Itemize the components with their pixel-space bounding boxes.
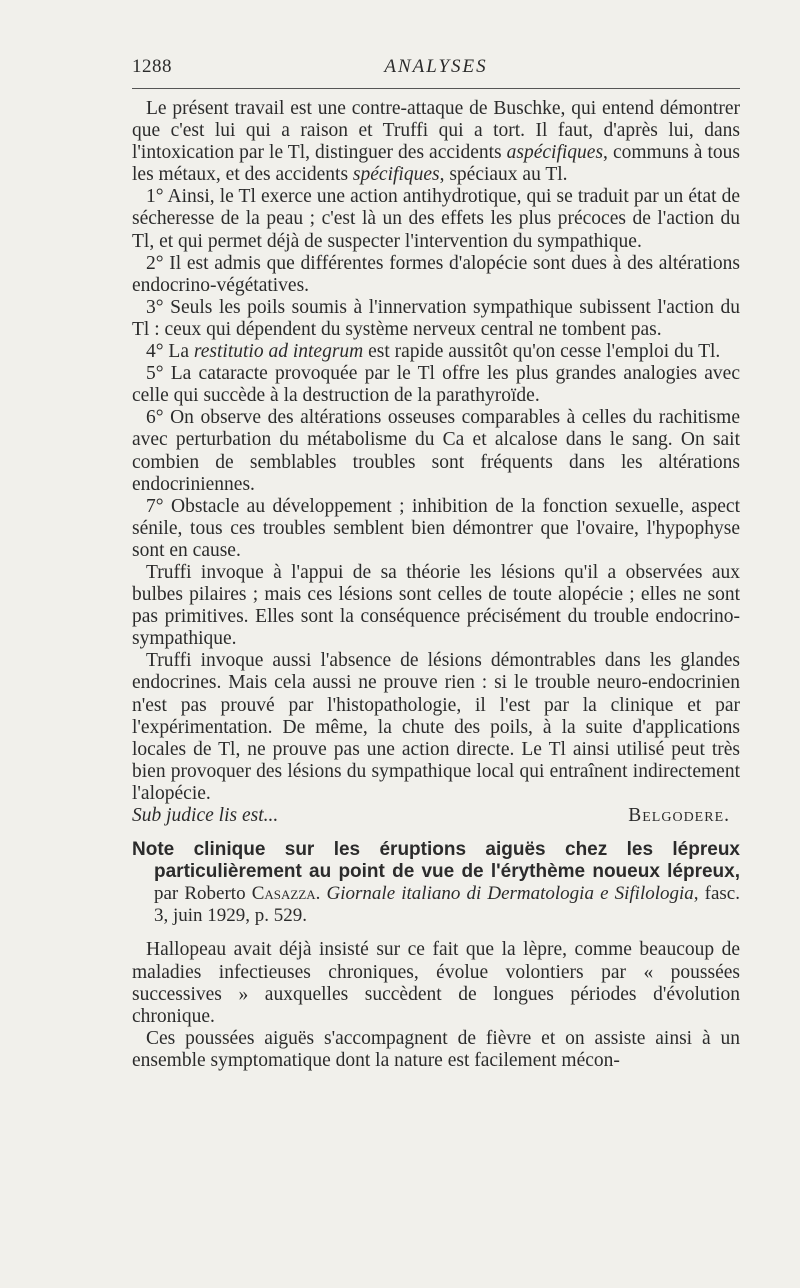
paragraph: 1° Ainsi, le Tl exerce une action antihydrotique, qui se traduit par un état de sécheresse de la peau ; c'est là un des effets les plus précoces de l'action du Tl, et qui permet déjà de suspecter l'intervention du sympathique. (132, 186, 740, 252)
paragraph: 5° La cataracte provoquée par le Tl offre les plus grandes analogies avec celle qui succède à la destruction de la parathyroïde. (132, 363, 740, 407)
signature-line (132, 805, 740, 827)
paragraph: Truffi invoque à l'appui de sa théorie les lésions qu'il a observées aux bulbes pilaires ; mais ces lésions sont celles de toute alopécie ; elles ne sont pas primitives. Elles sont la conséquence précisément du trouble endocrino-sympathique. (132, 561, 740, 650)
paragraph: 3° Seuls les poils soumis à l'innervation sympathique subissent l'action du Tl : ceux qui dépendent du système nerveux central ne tombent pas. (132, 296, 740, 340)
article-heading: Note clinique sur les éruptions aiguës chez les lépreux particulièrement au point de vue de l'érythème noueux lépreux, par Roberto Casazza. Giornale italiano di Dermatologia e Sifilologia, fasc. 3, juin 1929, p. 529. (132, 839, 740, 927)
paragraph: Ces poussées aiguës s'accompagnent de fièvre et on assiste ainsi à un ensemble symptomatique dont la nature est facilement mécon- (132, 1027, 740, 1071)
page-number: 1288 (132, 56, 172, 77)
page-body (132, 98, 740, 1072)
paragraph: Truffi invoque aussi l'absence de lésions démontrables dans les glandes endocrines. Mais cela aussi ne prouve rien : si le trouble neuro-endocrinien n'est pas prouvé par l'histopathologie, il l'est par la clinique et par l'expérimentation. De même, la chute des poils, à la suite d'applications locales de Tl, ne prouve pas une action directe. Le Tl ainsi utilisé peut très bien provoquer des lésions du sympathique local qui entraînent indirectement l'alopécie. (132, 650, 740, 804)
running-title: ANALYSES (384, 56, 488, 77)
journal-reference: , fasc. 3, juin 1929, p. 529. (154, 883, 740, 927)
header-rule (132, 88, 740, 89)
paragraph: 4° La restitutio ad integrum est rapide aussitôt qu'on cesse l'emploi du Tl. (146, 341, 721, 363)
reviewer-signature: Belgodere. (628, 805, 730, 826)
paragraph: 2° Il est admis que différentes formes d'alopécie sont dues à des altérations endocrino-végétatives. (132, 252, 740, 296)
page-header (132, 54, 740, 84)
article-title: Note clinique sur les éruptions aiguës chez les lépreux particulièrement au point de vue de l'érythème noueux lépreux, (132, 839, 740, 883)
paragraph: Le présent travail est une contre-attaque de Buschke, qui entend démontrer que c'est lui qui a raison et Truffi qui a tort. Il faut, d'après lui, dans l'intoxication par le Tl, distinguer des accidents aspécifiques, communs à tous les métaux, et des accidents spécifiques, spéciaux au Tl. (132, 98, 740, 186)
paragraph: Hallopeau avait déjà insisté sur ce fait que la lèpre, comme beaucoup de maladies infectieuses chroniques, évolue volontiers par « poussées successives » auxquelles succèdent de longues périodes d'évolution chronique. (132, 939, 740, 1027)
latin-phrase: Sub judice lis est... (132, 805, 279, 826)
paragraph: 7° Obstacle au développement ; inhibition de la fonction sexuelle, aspect sénile, tous ces troubles semblent bien démontrer que l'ovaire, l'hypophyse sont en cause. (132, 495, 740, 561)
article-author: Casazza. (251, 883, 321, 905)
journal-name: Giornale italiano di Dermatologia e Sifilologia (320, 883, 694, 905)
paragraph: 6° On observe des altérations osseuses comparables à celles du rachitisme avec perturbation du métabolisme du Ca et alcalose dans le sang. On sait combien de semblables troubles sont fréquents dans les altérations endocriniennes. (132, 407, 740, 495)
